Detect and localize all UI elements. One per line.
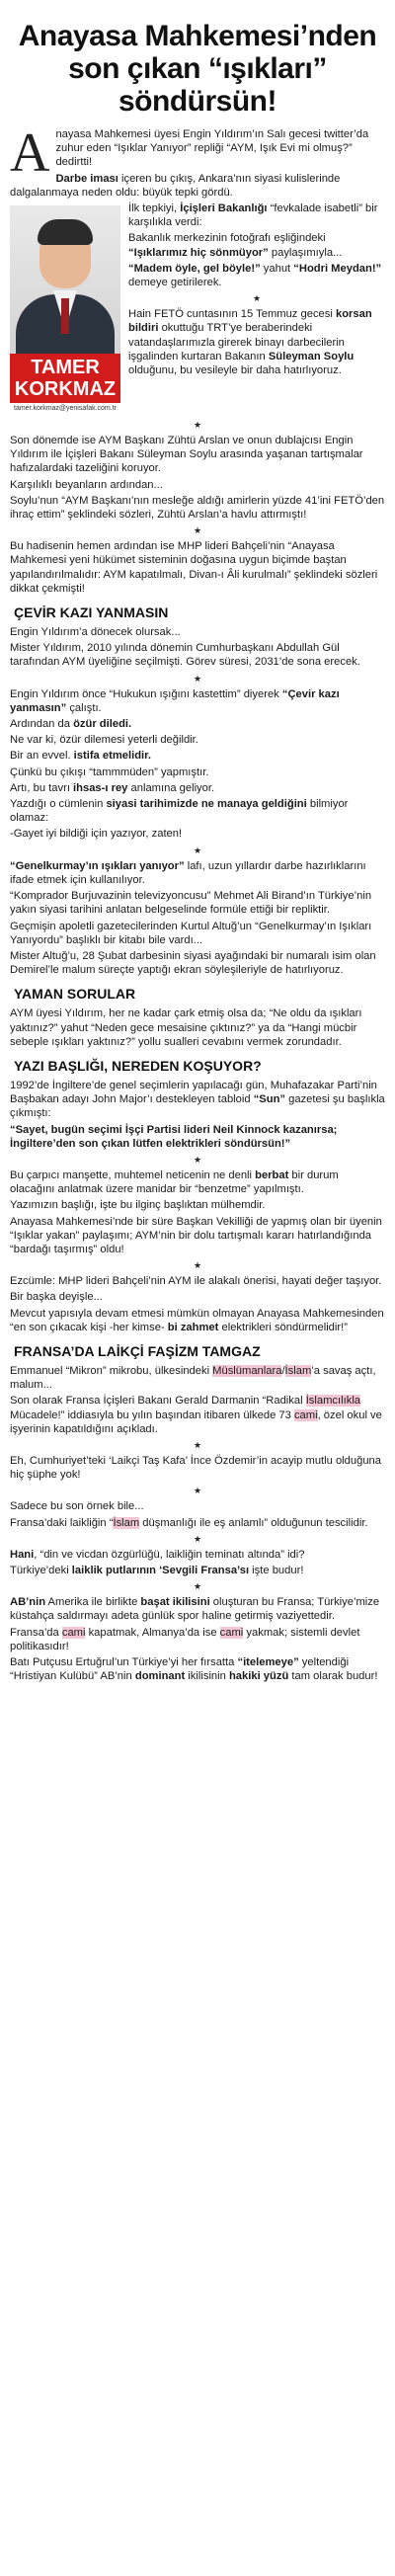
text-bold: “itelemeye” [237,1656,299,1669]
paragraph [10,1364,385,1392]
paragraph [10,1655,385,1683]
text: yakmak; sistemli devlet politikasıdır! [10,1626,360,1652]
text-highlight: İslamcılıkla [305,1395,361,1408]
paragraph [10,797,385,825]
text-bold: ihsas-ı rey [73,781,128,794]
text: bilmiyor olamaz: [10,798,349,825]
text: Bir an evvel. [10,750,74,763]
text-bold: özür diledi. [73,718,132,731]
text: Son olarak Fransa İçişleri Bakanı Gerald Darmanin “Radikal [10,1395,306,1408]
text: yeltendiği “Hristiyan Kulübü” AB’nin [10,1656,350,1683]
text: 1992’de İngiltere’de genel seçimlerin yapılacağı gün, Muhafazakar Parti’nin Başbakan adayı John Major’ı destekleyen tabloid [10,1079,377,1106]
text-bold: Süleyman Soylu [268,350,355,362]
text-bold: AB’nin [10,1596,46,1609]
paragraph [10,1168,385,1196]
text: Fransa’da [10,1626,62,1639]
paragraph [10,717,385,731]
paragraph [10,1079,385,1121]
text: oluşturan bu Fransa; Türkiye’mize küstahça saldırmayı adeta günlük spor haline getirmiş vaziyettedir. [10,1596,380,1623]
text-bold: “Hodri Meydan!” [293,262,382,275]
section-heading: ÇEVİR KAZI YANMASIN [14,604,169,621]
separator-star: ★ [193,845,202,855]
text-bold: başat ikilisini [140,1596,210,1609]
paragraph: Geçmişin apoletli gazetecilerinden Kurtul Altuğ’un “Genelkurmay’ın Işıkları Yanıyordu” başlıklı bir kitabı bile vardı... [10,920,372,946]
paragraph: “Sayet, bugün seçimi İşçi Partisi lideri Neil Kinnock kazanırsa; İngiltere’den son çıkan lütfen elektrikleri söndürsün!” [10,1123,338,1150]
author-last-name: KORKMAZ [14,378,117,401]
text: ikilisinin [185,1670,229,1683]
text-bold: berbat [255,1168,289,1181]
text: “fevkalade isabetli” bir karşılıkla verdi: [128,202,378,229]
text: Hain FETÖ cuntasının 15 Temmuz gecesi [128,308,336,321]
text-bold: “Sun” [253,1093,286,1106]
text: Fransa’daki laikliğin “ [10,1516,114,1529]
section-heading: YAMAN SORULAR [14,986,136,1003]
text-bold: siyasi tarihimizde ne manaya geldiğini [106,798,307,811]
paragraph: Mister Yıldırım, 2010 yılında dönemin Cumhurbaşkanı Abdullah Gül tarafından AYM üyeliğine seçilmişti. Görev süresi, 2031’de sona erecek. [10,642,360,669]
separator-star: ★ [193,673,202,684]
paragraph [10,1626,385,1653]
text: nayasa Mahkemesi üyesi Engin Yıldırım’ın Salı gecesi twitter’da zuhur eden “Işıklar Yanıyor” repliği “AYM, Işık Evi mi olmuş?” dedirtti! [55,128,369,169]
text: Ardından da [10,718,74,731]
text: İlk tepkiyi, [128,202,181,215]
text-bold: İçişleri Bakanlığı [180,202,268,215]
text: Artı, bu tavrı [10,781,74,794]
text-bold: laiklik putlarının ‘Sevgili Fransa’sı [71,1565,250,1576]
separator-star: ★ [193,420,202,431]
article-column [10,0,385,1683]
text: lafı, uzun yıllardır darbe hazırlıklarını ifade etmek için kullanılıyor. [10,859,366,886]
paragraph: Son dönemde ise AYM Başkanı Zühtü Arslan ve onun dublajcısı Engin Yıldırım ile İçişleri Bakanı Süleyman Soylu arasında yaşanan tartışmalar hafızalardaki tazeliğini koruyor. [10,435,363,475]
text: , “din ve vicdan özgürlüğü, laikliğin teminatı altında” idi? [34,1548,305,1561]
paragraph: Çünkü bu çıkışı “tammmüden” yapmıştır. [10,765,209,778]
text: bir durum olacağını anlatmak üzere manidar bir “benzetme” yapılmıştı. [10,1168,339,1196]
text-highlight: İslam [284,1364,312,1377]
paragraph: Bir başka deyişle... [10,1291,103,1304]
paragraph [10,1564,385,1577]
text-highlight: Müslümanlara [212,1364,282,1377]
text: , özel okul ve işyerinin kapatıldığını açıkladı. [10,1409,382,1435]
separator-star: ★ [193,1439,202,1450]
paragraph [10,1516,385,1530]
page-title: Anayasa Mahkemesi’nden son çıkan “ışıkları” söndürsün! [18,20,377,118]
text: kapatmak, Almanya’da ise [85,1626,220,1639]
text: Amerika ile birlikte [45,1596,141,1609]
separator-star: ★ [193,1154,202,1165]
text: Mücadele!” iddiasıyla bu yılın başından itibaren ülkede 73 [10,1409,294,1421]
paragraph: Bu hadisenin hemen ardından ise MHP lideri Bahçeli’nin “Anayasa Mahkemesi yeni hükümet sisteminin doğasına uygun biçimde baştan yapılandırılmalıdır: AYM kapatılmalı, Divan-ı Âli kurulmalı” şeklindeki sözleri dikkat çekmişti! [10,540,378,595]
separator-star: ★ [193,525,202,536]
separator-star: ★ [193,1486,202,1496]
paragraph [10,1307,385,1334]
text-highlight: cami [219,1626,244,1639]
paragraph: Soylu’nun “AYM Başkanı’nın mesleğe aldığı amirlerin yüzde 41’ini FETÖ’den ihraç ettim” şeklindeki sözleri, Zühtü Arslan’a havlu attırmıştı! [10,494,385,522]
text-highlight: cami [61,1626,86,1639]
text: gazetesi şu başlıkla çıkmıştı: [10,1093,385,1120]
paragraph: Karşılıklı beyanların ardından... [10,478,163,491]
paragraph: “Komprador Burjuvazinin televizyoncusu” Mehmet Ali Birand’ın Türkiye’nin yakın siyasi tarihini anlatan belgeselinde formüle ettiği bir repliktir. [10,890,372,917]
paragraph: Yazımızın başlığı, işte bu ilginç başlıktan mülhemdir. [10,1199,266,1212]
paragraph [10,781,385,795]
paragraph [10,127,385,170]
text: yahut [260,262,294,275]
text-bold: Darbe iması [55,172,118,185]
text: Türkiye’deki [10,1565,72,1576]
author-name [10,354,120,403]
text-bold: bi zahmet [167,1321,219,1333]
paragraph: AYM üyesi Yıldırım, her ne kadar çark etmiş olsa da; “Ne oldu da ışıkları yaktınız?” yahut “Neden gece mesaisine çıktınız?” ya da “Hangi mücbir sebeple ışıkları yaktınız?” yollu sualleri cevabını vermek zorundadır. [10,1007,362,1048]
paragraph [10,1548,385,1562]
text: anlamına geliyor. [127,781,215,794]
paragraph: Anayasa Mahkemesi’nde bir süre Başkan Vekilliği de yapmış olan bir üyenin “Işıklar yakan” paylaşımı; AYM’nin bir dolu tartışmalı kararı hatırlandığında “bardağı taşırmış” oldu! [10,1215,382,1255]
text: işte budur! [249,1565,304,1576]
text-bold: korsan bildiri [128,308,372,335]
paragraph: Mister Altuğ’u, 28 Şubat darbesinin siyasi ayağındaki bir numaralı isim olan Demirel’le malum süreçte yaptığı ekran söyleşileriyle de hatırlıyoruz. [10,949,376,977]
author-box [10,205,120,412]
paragraph: Engin Yıldırım’a dönecek olursak... [10,626,181,639]
text: Engin Yıldırım önce “Hukukun ışığını kastettim” diyerek [10,687,282,700]
paragraph [10,1394,385,1436]
text: olduğunu, bu vesileyle bir daha hatırlıyoruz. [128,364,342,377]
text-bold: Hani [10,1548,35,1561]
text: tam olarak budur! [288,1670,378,1683]
section-heading: FRANSA’DA LAİKÇİ FAŞİZM TAMGAZ [14,1342,261,1359]
text-bold: “Işıklarımız hiç sönmüyor” [128,246,269,259]
text-bold: “Genelkurmay’ın ışıkları yanıyor” [10,859,185,872]
separator-star: ★ [193,1260,202,1271]
text: Yazdığı o cümlenin [10,798,107,811]
text-highlight: cami [293,1409,318,1421]
paragraph [10,749,385,763]
text: içeren bu çıkış, Ankara’nın siyasi kulislerinde dalgalanmaya neden oldu: büyük tepki gördü. [10,172,341,199]
paragraph [10,1595,385,1623]
intro [10,122,385,416]
text: düşmanlığı ile eş anlamlı” olduğunun tescilidir. [139,1516,368,1529]
author-photo [10,205,120,354]
text: demeye getirilerek. [128,277,222,289]
text: paylaşımıyla... [268,246,343,259]
separator-star: ★ [252,293,262,304]
paragraph [10,687,385,715]
text-bold: dominant [134,1670,186,1683]
paragraph [10,172,385,200]
paragraph: -Gayet iyi bildiği için yazıyor, zaten! [10,828,183,841]
author-email[interactable]: tamer.korkmaz@yenisafak.com.tr [14,405,117,413]
text-bold: istifa etmelidir. [73,750,152,763]
text: elektrikleri söndürmelidir!” [218,1321,348,1333]
text-highlight: İslam [113,1516,140,1529]
paragraph: Sadece bu son örnek bile... [10,1500,144,1513]
paragraph: Eh, Cumhuriyet’teki ‘Laikçi Taş Kafa’ İnce Özdemir’in acayip mutlu olduğuna hiç şüphe yok! [10,1454,381,1482]
paragraph [10,859,385,887]
section-heading: YAZI BAŞLIĞI, NEREDEN KOŞUYOR? [14,1057,262,1074]
text: Emmanuel “Mikron” mikrobu, ülkesindeki [10,1364,213,1377]
text: okuttuğu TRT’ye beraberindeki vatandaşlarımızla girerek binayı darbecilerin işgalinden kurtaran Bakanın [128,322,345,362]
text: Bu çarpıcı manşette, muhtemel neticenin ne denli [10,1168,256,1181]
author-first-name: TAMER [31,357,100,379]
text: çalıştı. [66,701,102,714]
text: ’a savaş açtı, malum... [10,1364,376,1392]
text-bold: “Madem öyle, gel böyle!” [128,262,261,275]
separator-star: ★ [193,1581,202,1592]
drop-cap: A [10,122,50,184]
text: Bakanlık merkezinin fotoğrafı eşliğindeki [128,232,326,245]
paragraph: Ne var ki, özür dilemesi yeterli değildir. [10,734,198,747]
text: Batı Putçusu Ertuğrul’un Türkiye’yi her fırsatta [10,1656,238,1669]
text: Mevcut yapısıyla devam etmesi mümkün olmayan Anayasa Mahkemesinden “en son çıkacak kişi -her kimse- [10,1307,384,1333]
text-bold: hakiki yüzü [228,1670,289,1683]
text: / [281,1364,285,1377]
separator-star: ★ [193,1533,202,1544]
paragraph: Ezcümle: MHP lideri Bahçeli’nin AYM ile alakalı önerisi, hayati değer taşıyor. [10,1275,382,1288]
text-bold: “Çevir kazı yanmasın” [10,687,340,714]
